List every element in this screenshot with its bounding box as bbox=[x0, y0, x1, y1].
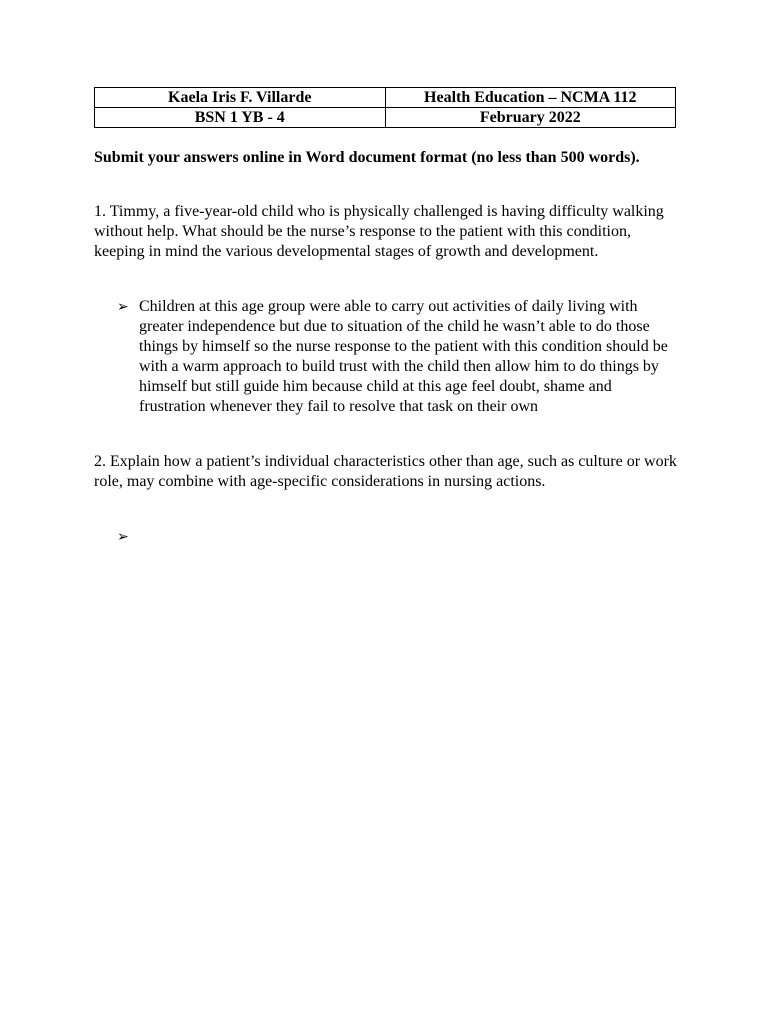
answer-1-text: Children at this age group were able to carry out activities of daily living with greater independence but due to situation of the child he wasn’t able to do those things by himself so the nurse response to the patient with this condition should be with a warm approach to build trust with the child then allow him to do things by himself but still guide him because child at this age feel doubt, shame and frustration whenever they fail to resolve that task on their own bbox=[139, 298, 668, 415]
answer-2-text bbox=[139, 527, 680, 547]
date: February 2022 bbox=[385, 108, 676, 128]
question-1: 1. Timmy, a five-year-old child who is physically challenged is having difficulty walking without help. What should be the nurse’s response to the patient with this condition, keeping in mind the various developmental stages of growth and development. bbox=[94, 203, 664, 260]
section: BSN 1 YB - 4 bbox=[95, 108, 386, 128]
instructions: Submit your answers online in Word document format (no less than 500 words). bbox=[94, 149, 640, 166]
student-name: Kaela Iris F. Villarde bbox=[95, 88, 386, 108]
header-row bbox=[95, 108, 676, 128]
answer-1 bbox=[117, 297, 680, 417]
arrow-bullet-icon: ➢ bbox=[117, 529, 129, 545]
header-row bbox=[95, 88, 676, 108]
question-2: 2. Explain how a patient’s individual characteristics other than age, such as culture or work role, may combine with age-specific considerations in nursing actions. bbox=[94, 453, 677, 490]
header-table bbox=[94, 87, 676, 128]
arrow-bullet-icon: ➢ bbox=[117, 299, 129, 315]
answer-2 bbox=[117, 527, 680, 547]
course-title: Health Education – NCMA 112 bbox=[385, 88, 676, 108]
